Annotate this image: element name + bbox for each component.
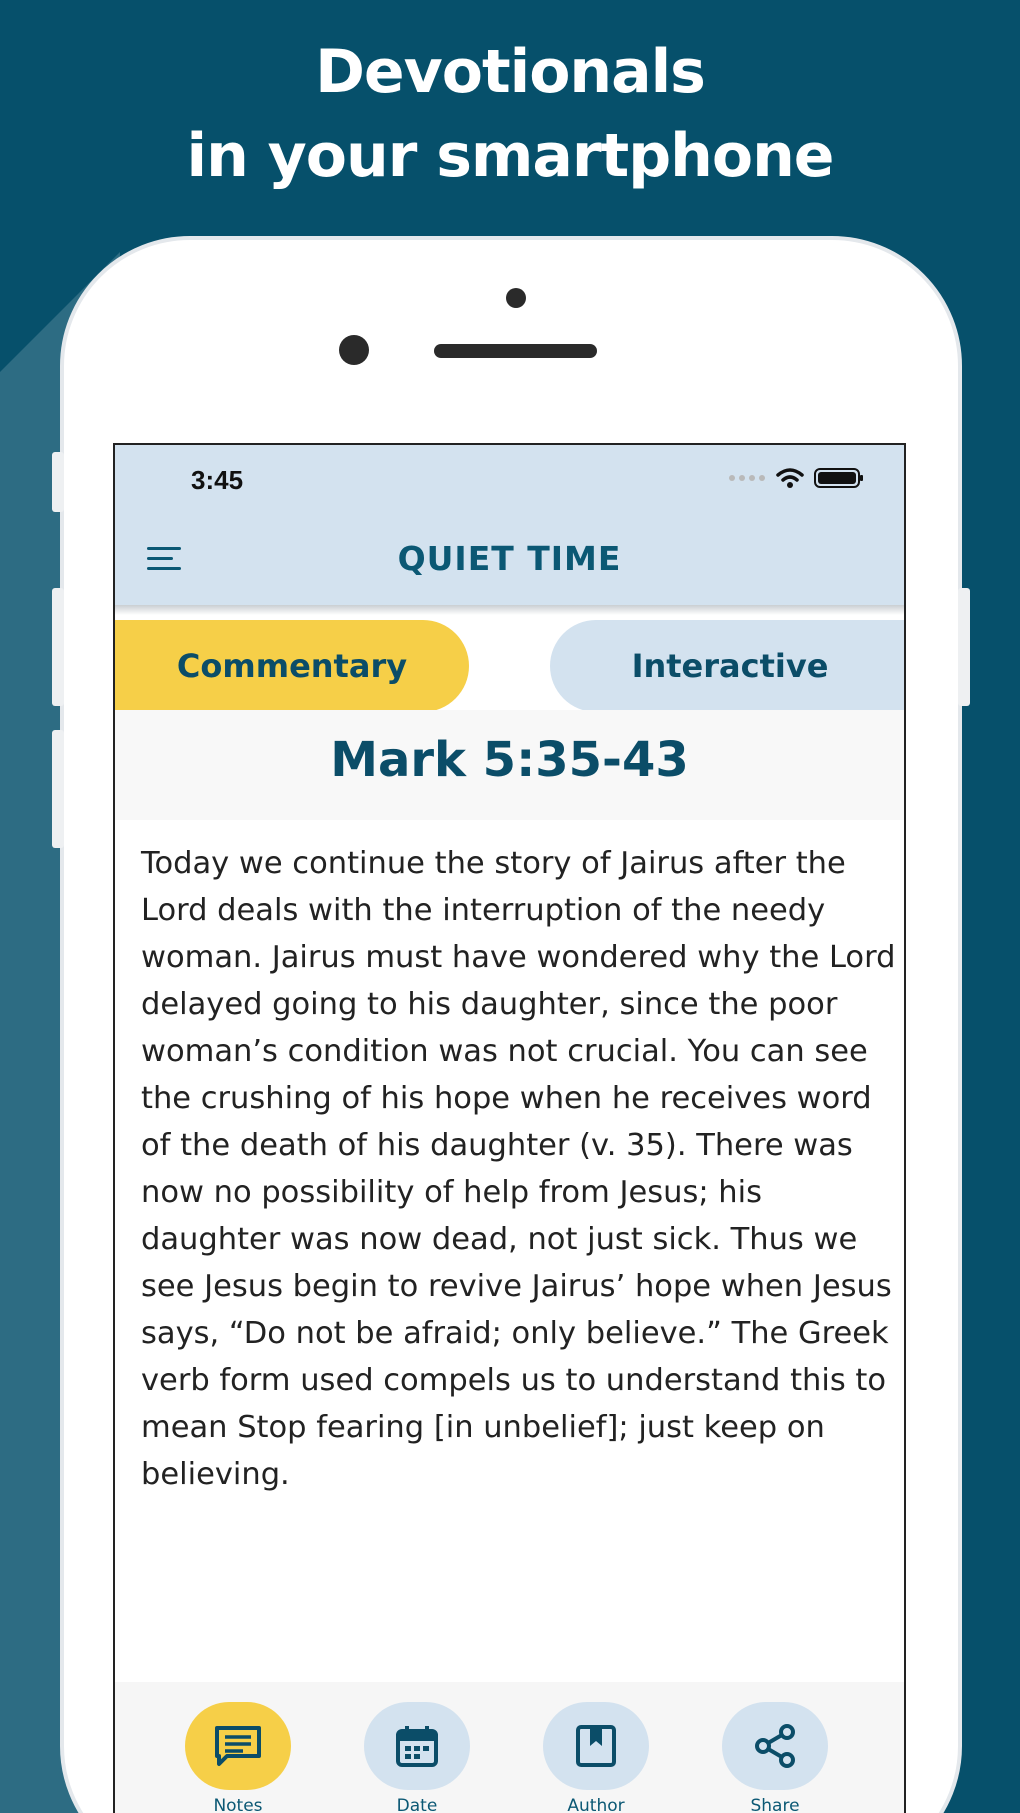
tab-bar xyxy=(115,620,904,717)
tab-interactive[interactable]: Interactive xyxy=(550,620,906,712)
nav-item-author[interactable] xyxy=(541,1702,651,1813)
nav-label-date: Date xyxy=(396,1796,438,1813)
headline-line-2: in your smartphone xyxy=(186,121,834,191)
devotional-body-text: Today we continue the story of Jairus after the Lord deals with the interruption of the needy woman. Jairus must have wondered why the Lord delayed going to his daughter, since the poor woman’s condition was not crucial. You can see the crushing of his hope when he receives word of the death of his daughter (v. 35). There was now no possibility of help from Jesus; his daughter was now dead, not just sick. Thus we see Jesus begin to revive Jairus’ hope when Jesus says, “Do not be afraid; only believe.” The Greek verb form used compels us to understand this to mean Stop fearing [in unbelief]; just keep on believing. xyxy=(141,846,896,1492)
calendar-icon xyxy=(394,1723,440,1769)
bookmark-icon xyxy=(574,1724,618,1768)
nav-label-share: Share xyxy=(750,1796,800,1813)
app-title: QUIET TIME xyxy=(397,539,622,578)
tab-commentary[interactable]: Commentary xyxy=(113,620,469,712)
nav-date-button[interactable] xyxy=(364,1702,470,1790)
status-and-header-bar xyxy=(115,445,904,605)
notes-icon xyxy=(213,1724,263,1768)
phone-camera xyxy=(339,335,369,365)
phone-sensor xyxy=(506,288,526,308)
app-screen xyxy=(113,443,906,1813)
signal-icon xyxy=(728,473,766,483)
phone-power-button xyxy=(958,588,970,706)
phone-speaker xyxy=(434,344,597,358)
phone-volume-down-button xyxy=(52,730,64,848)
nav-share-button[interactable] xyxy=(722,1702,828,1790)
promo-headline xyxy=(0,30,1020,198)
bottom-navigation xyxy=(115,1682,904,1813)
status-icons xyxy=(728,467,864,489)
battery-icon xyxy=(814,467,864,489)
phone-volume-up-button xyxy=(52,588,64,706)
wifi-icon xyxy=(776,467,804,489)
share-icon xyxy=(752,1723,798,1769)
headline-line-1: Devotionals xyxy=(315,37,705,107)
nav-item-share[interactable] xyxy=(720,1702,830,1813)
nav-item-notes[interactable] xyxy=(183,1702,293,1813)
header-shadow xyxy=(115,605,904,615)
nav-item-date[interactable] xyxy=(362,1702,472,1813)
passage-reference: Mark 5:35-43 xyxy=(330,732,689,788)
nav-notes-button[interactable] xyxy=(185,1702,291,1790)
passage-header xyxy=(115,710,904,820)
phone-mute-switch xyxy=(52,452,64,512)
status-time: 3:45 xyxy=(191,465,244,495)
nav-author-button[interactable] xyxy=(543,1702,649,1790)
nav-label-notes: Notes xyxy=(213,1796,263,1813)
nav-label-author: Author xyxy=(567,1796,625,1813)
